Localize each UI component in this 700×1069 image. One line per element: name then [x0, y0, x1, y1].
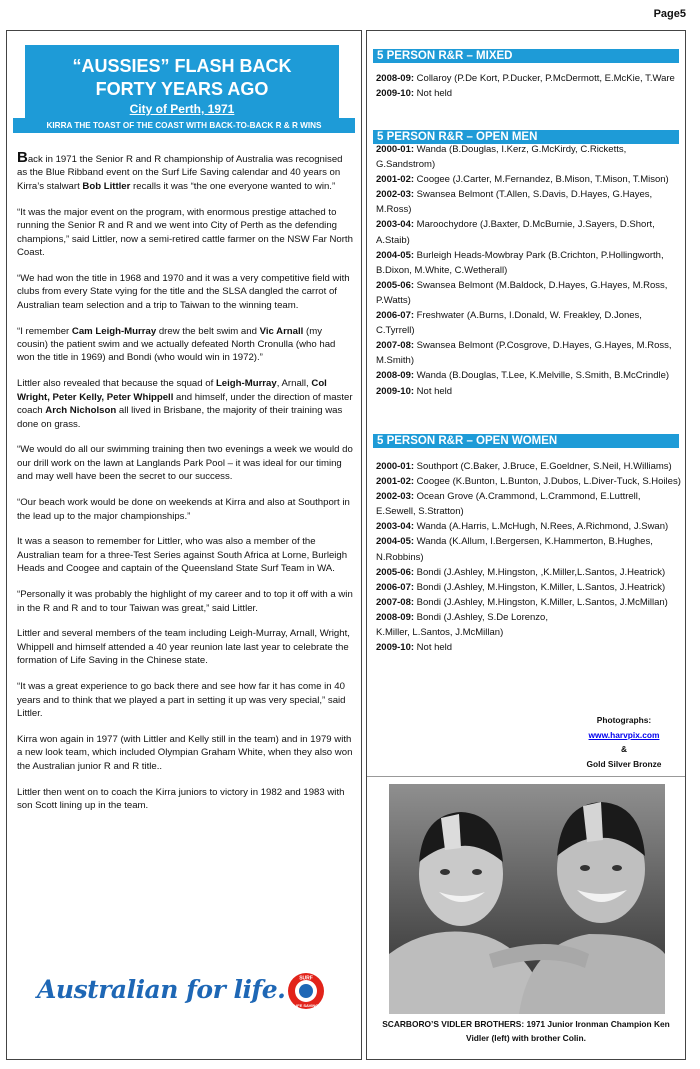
headline-line-3: City of Perth, 1971 [129, 102, 235, 116]
text: Littler also revealed that because the squad of [17, 378, 216, 390]
section-mixed-list [376, 71, 682, 101]
text: , Arnall, [276, 378, 312, 390]
photo-credit-second: Gold Silver Bronze [586, 758, 662, 769]
svg-text:SURF: SURF [299, 975, 313, 982]
list-item: 2009-10: Not held [376, 88, 453, 100]
paragraph [17, 151, 353, 193]
section-open-men-list [376, 142, 682, 399]
harvpix-link[interactable]: www.harvpix.com [588, 729, 660, 740]
list-item: 2006-07: Freshwater (A.Burns, I.Donald, W. Freakley, D.Jones, C.Tyrrell) [376, 310, 642, 337]
name-bold: Bob Littler [82, 180, 131, 192]
list-item: 2000-01: Southport (C.Baker, J.Bruce, E.Goeldner, S.Neil, H.Williams) [376, 461, 672, 472]
list-item: 2005-06: Bondi (J.Ashley, M.Hingston, ,K.Miller,L.Santos, J.Heatrick) [376, 566, 666, 578]
text: all lived in Brisbane, the majority of their training was done on grass. [17, 405, 343, 430]
list-item: 2000-01: Wanda (B.Douglas, I.Kerz, G.McKirdy, C.Ricketts, G.Sandstrom) [376, 144, 627, 171]
vidler-brothers-photo [389, 784, 665, 1014]
left-column [6, 30, 362, 1060]
photo-credit-label: Photographs: [596, 715, 652, 725]
list-item: 2009-10: Not held [376, 385, 453, 397]
section-open-women-list [376, 459, 682, 655]
paragraph: “We would do all our swimming training then two evenings a week we would do our drill work on the lawn at Langlands Park Pool – it was ideal for our timing and may well have been the secret to our success. [17, 444, 353, 483]
photo-caption: SCARBORO’S VIDLER BROTHERS: 1971 Junior Ironman Champion Ken Vidler (left) with brother Colin. [382, 1019, 670, 1043]
list-item: 2004-05: Burleigh Heads-Mowbray Park (B.Crichton, P.Hollingworth, B.Dixon, M.White, C.Wetherall) [376, 249, 664, 276]
text: and himself, under the direction of master coach [17, 391, 353, 417]
list-item: 2008-09: Bondi (J.Ashley, S.De Lorenzo, K.Miller, L.Santos, J.McMillan) [376, 611, 548, 639]
list-item: 2008-09: Wanda (B.Douglas, T.Lee, K.Melville, S.Smith, B.McCrindle) [376, 370, 670, 382]
list-item: 2001-02: Coogee (J.Carter, M.Fernandez, B.Mison, T.Mison, T.Mison) [376, 174, 669, 186]
article-body [17, 151, 353, 825]
paragraph: “We had won the title in 1968 and 1970 and it was a very competitive field with clubs from every State vying for the title and the SLSA dangled the carrot of Australian team selection and a trip to Taiwan to the winning team. [17, 272, 350, 311]
headline-line-2: FORTY YEARS AGO [95, 79, 269, 99]
subheading-banner: KIRRA THE TOAST OF THE COAST WITH BACK-TO-BACK R & R WINS [13, 118, 355, 133]
paragraph [17, 377, 353, 431]
paragraph: “It was a great experience to go back there and see how far it has come in 40 years and to think that we played a part in setting it up was very special,” said Littler. [17, 681, 346, 719]
section-header-open-men: 5 PERSON R&R – OPEN MEN [373, 130, 679, 144]
list-item: 2008-09: Collaroy (P.De Kort, P.Ducker, P.McDermott, E.McKie, T.Ware [376, 73, 675, 84]
section-header-mixed: 5 PERSON R&R – MIXED [373, 49, 679, 63]
paragraph: It was a season to remember for Littler, who was also a member of the Australian team for a three-Test Series against South Africa at Lorne, Burleigh Heads and Coogee and captain of the Queensland State Surf Team in WA. [17, 536, 348, 575]
surf-life-saving-badge-icon [287, 971, 325, 1011]
page-number: Page5 [653, 8, 686, 20]
logo-text: Australian for life. [37, 975, 286, 1004]
name-bold: Cam Leigh-Murray [71, 325, 157, 337]
paragraph: “Our beach work would be done on weekends at Kirra and also at Southport in the lead up to the major championships.” [17, 497, 350, 522]
photo-credit [563, 713, 685, 771]
list-item: 2002-03: Swansea Belmont (T.Allen, S.Davis, D.Hayes, G.Hayes, M.Ross) [376, 189, 653, 216]
list-item: 2004-05: Wanda (K.Allum, I.Bergersen, K.Hammerton, B.Hughes, N.Robbins) [376, 536, 653, 563]
drop-cap: B [17, 149, 28, 166]
list-item: 2003-04: Maroochydore (J.Baxter, D.McBurnie, J.Sayers, D.Short, A.Staib) [376, 219, 655, 246]
list-item: 2005-06: Swansea Belmont (M.Baldock, D.Hayes, G.Hayes, M.Ross, P.Watts) [376, 279, 668, 306]
text: drew the belt swim and [156, 325, 260, 337]
paragraph: Littler then went on to coach the Kirra juniors to victory in 1982 and 1983 with son Scott lining up in the team. [17, 786, 345, 812]
headline-line-1: “AUSSIES” FLASH BACK [72, 56, 292, 76]
name-bold: Arch Nicholson [45, 405, 117, 417]
paragraph: “It was the major event on the program, with enormous prestige attached to running the Senior R and R and we went into City of Perth as the defending champions,” said Littler, now a semi-retired cattle farmer on the NSW Far North Coast. [17, 206, 353, 258]
name-bold: Col Wright, Peter Kelly, Peter Whippell [17, 378, 327, 403]
text: (my cousin) the patient swim and we actually defeated North Cronulla (who had won the title in 1969) and Bondi (who would win in 1972).” [17, 325, 336, 364]
name-bold: Leigh-Murray [215, 378, 277, 390]
list-item: 2007-08: Bondi (J.Ashley, M.Hingston, K.Miller, L.Santos, J.McMillan) [376, 596, 668, 608]
list-item: 2006-07: Bondi (J.Ashley, M.Hingston, K.Miller, L.Santos, J.Heatrick) [376, 581, 666, 593]
photo-credit-amp: & [620, 744, 628, 754]
svg-text:LIFE SAVING: LIFE SAVING [293, 1003, 319, 1008]
text: recalls it was “the one everyone wanted to win.” [130, 180, 336, 192]
paragraph: “Personally it was probably the highlight of my career and to top it off with a win in the R and R and to tour Taiwan was great,” said Littler. [17, 589, 353, 614]
text: “I remember [17, 325, 72, 337]
name-bold: Vic Arnall [259, 325, 304, 337]
list-item: 2009-10: Not held [376, 642, 453, 654]
section-header-open-women: 5 PERSON R&R – OPEN WOMEN [373, 434, 679, 448]
list-item: 2007-08: Swansea Belmont (P.Cosgrove, D.Hayes, G.Hayes, M.Ross, M.Smith) [376, 340, 672, 367]
paragraph [17, 325, 353, 365]
right-column [366, 30, 686, 1060]
list-item: 2003-04: Wanda (A.Harris, L.McHugh, N.Rees, A.Richmond, J.Swan) [376, 521, 669, 533]
list-item: 2001-02: Coogee (K.Bunton, L.Bunton, J.Dubos, L.Diver-Tuck, S.Hoiles) [376, 476, 681, 488]
paragraph: Kirra won again in 1977 (with Littler and Kelly still in the team) and in 1979 with a new look team, which included Olympian Graham White, when they also won the Australian junior R and R title.. [17, 733, 353, 772]
australian-for-life-logo [37, 971, 327, 1019]
headline-banner [25, 45, 339, 129]
text: ack in 1971 the Senior R and R championship of Australia was recognised as the Blue Ribband event on the Surf Life Saving calendar and 40 years on Kirra’s stalwart [17, 154, 343, 192]
list-item: 2002-03: Ocean Grove (A.Crammond, L.Crammond, E.Luttrell, E.Sewell, S.Stratton) [376, 491, 641, 518]
paragraph: Littler and several members of the team including Leigh-Murray, Arnall, Wright, Whippell and himself attended a 40 year reunion late last year to celebrate the formation of Life Saving in the Chinese state. [17, 628, 350, 667]
divider [367, 776, 685, 777]
